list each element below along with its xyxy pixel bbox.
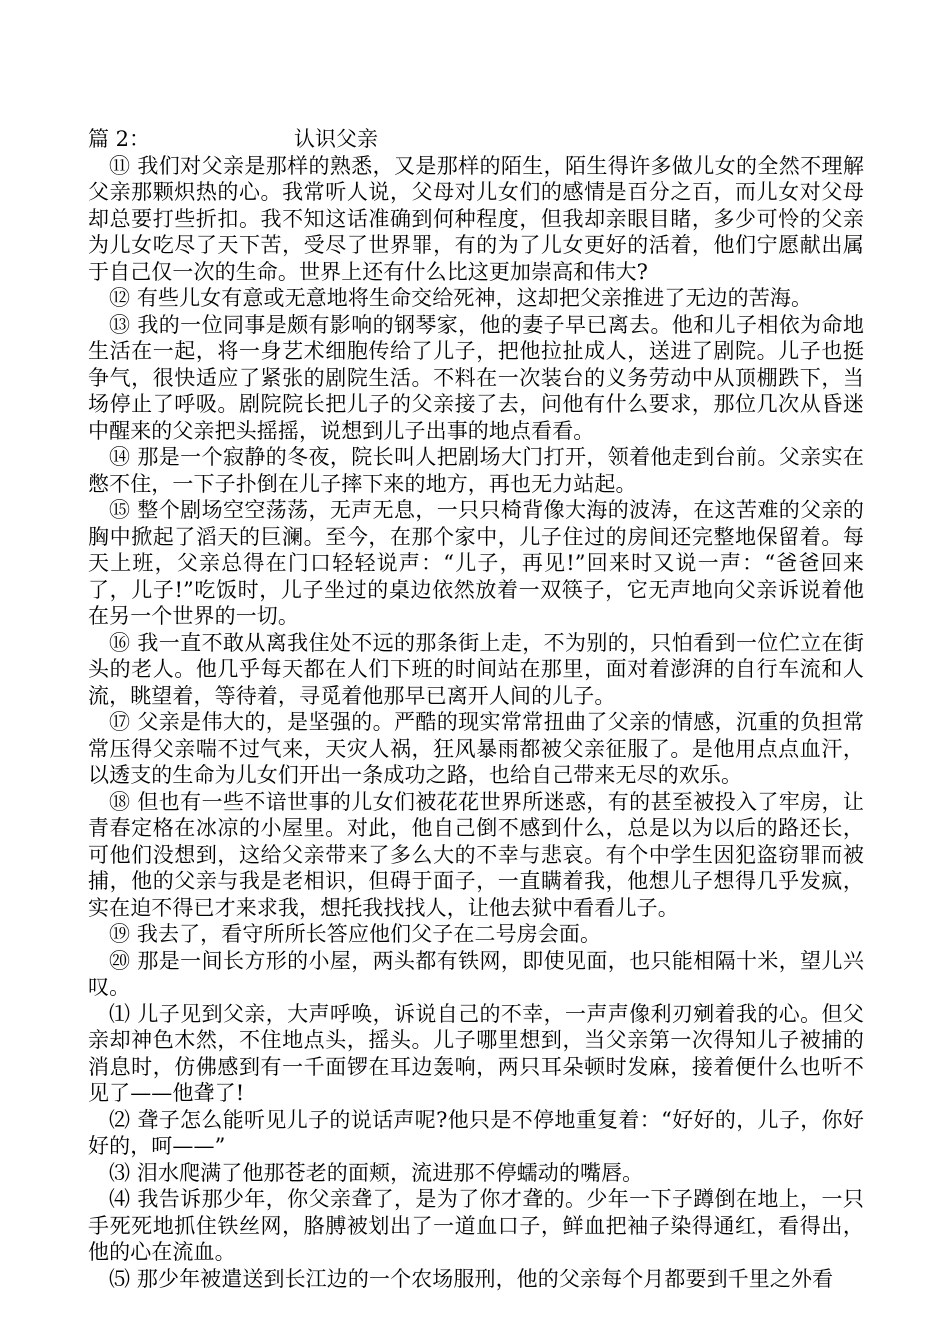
document-page — [88, 126, 864, 1292]
paragraph-sub-1: ⑴ 儿子见到父亲，大声呼唤，诉说自己的不幸，一声声像利刃剜着我的心。但父亲却神色木然，不住地点头，摇头。儿子哪里想到，当父亲第一次得知儿子被捕的消息时，仿佛感到有一千面锣在耳边轰响，两只耳朵顿时发麻，接着便什么也听不见了——他聋了! — [88, 1001, 864, 1105]
paragraph-sub-4: ⑷ 我告诉那少年，你父亲聋了，是为了你才聋的。少年一下子蹲倒在地上，一只手死死地抓住铁丝网，胳膊被划出了一道血口子，鲜血把袖子染得通红，看得出，他的心在流血。 — [88, 1187, 864, 1264]
paragraph-17: ⑰ 父亲是伟大的，是坚强的。严酷的现实常常扭曲了父亲的情感，沉重的负担常常压得父亲喘不过气来，天灾人祸，狂风暴雨都被父亲征服了。是他用点点血汗，以透支的生命为儿女们开出一条成功之路，也给自己带来无尽的欢乐。 — [88, 710, 864, 787]
paragraph-sub-2: ⑵ 聋子怎么能听见儿子的说话声呢?他只是不停地重复着：“好好的，儿子，你好好的，呵——” — [88, 1107, 864, 1158]
article-number: 篇 2： — [88, 127, 151, 151]
paragraph-12: ⑫ 有些儿女有意或无意地将生命交给死神，这却把父亲推进了无边的苦海。 — [109, 286, 813, 310]
paragraph-sub-3: ⑶ 泪水爬满了他那苍老的面颊，流进那不停蠕动的嘴唇。 — [109, 1160, 644, 1185]
article-heading — [88, 126, 864, 153]
paragraph-14: ⑭ 那是一个寂静的冬夜，院长叫人把剧场大门打开，领着他走到台前。父亲实在憋不住，一下子扑倒在儿子摔下来的地方，再也无力站起。 — [88, 445, 864, 496]
paragraph-16: ⑯ 我一直不敢从离我住处不远的那条街上走，不为别的，只怕看到一位伫立在街头的老人。他几乎每天都在人们下班的时间站在那里，面对着澎湃的自行车流和人流，眺望着，等待着，寻觅着他那早已离开人间的儿子。 — [88, 630, 864, 708]
paragraph-15: ⑮ 整个剧场空空荡荡，无声无息，一只只椅背像大海的波涛，在这苦难的父亲的胸中掀起了滔天的巨澜。至今，在那个家中，儿子住过的房间还完整地保留着。每天上班，父亲总得在门口轻轻说声：“儿子，再见!”回来时又说一声：“爸爸回来了，儿子!”吃饭时，儿子坐过的桌边依然放着一双筷子，它无声地向父亲诉说着他在另一个世界的一切。 — [88, 498, 864, 628]
paragraph-20: ⑳ 那是一间长方形的小屋，两头都有铁网，即使见面，也只能相隔十米，望儿兴叹。 — [88, 948, 864, 999]
paragraph-11: ⑪ 我们对父亲是那样的熟悉，又是那样的陌生，陌生得许多做儿女的全然不理解父亲那颗炽热的心。我常听人说，父母对儿女们的感情是百分之百，而儿女对父母却总要打些折扣。我不知这话准确到何种程度，但我却亲眼目睹，多少可怜的父亲为儿女吃尽了天下苦，受尽了世界罪，有的为了儿女更好的活着，他们宁愿献出属于自己仅一次的生命。世界上还有什么比这更加崇高和伟大? — [88, 153, 864, 284]
paragraph-13: ⑬ 我的一位同事是颇有影响的钢琴家，他的妻子早已离去。他和儿子相依为命地生活在一起，将一身艺术细胞传给了儿子，把他拉扯成人，送进了剧院。儿子也挺争气，很快适应了紧张的剧院生活。不料在一次装台的义务劳动中从顶棚跌下，当场停止了呼吸。剧院院长把儿子的父亲接了去，问他有什么要求，那位几次从昏迷中醒来的父亲把头摇摇，说想到儿子出事的地点看看。 — [88, 312, 864, 443]
paragraph-18: ⑱ 但也有一些不谙世事的儿女们被花花世界所迷惑，有的甚至被投入了牢房，让青春定格在冰凉的小屋里。对此，他自己倒不感到什么，总是以为以后的路还长，可他们没想到，这给父亲带来了多么大的不幸与悲哀。有个中学生因犯盗窃罪而被捕，他的父亲与我是老相识，但碍于面子，一直瞒着我，他想儿子想得几乎发疯，实在迫不得已才来求我，想托我找找人，让他去狱中看看儿子。 — [88, 789, 864, 920]
article-title: 认识父亲 — [294, 127, 378, 151]
paragraph-sub-5: ⑸ 那少年被遣送到长江边的一个农场服刑，他的父亲每个月都要到千里之外看 — [109, 1266, 834, 1291]
paragraph-19: ⑲ 我去了，看守所所长答应他们父子在二号房会面。 — [109, 922, 602, 946]
